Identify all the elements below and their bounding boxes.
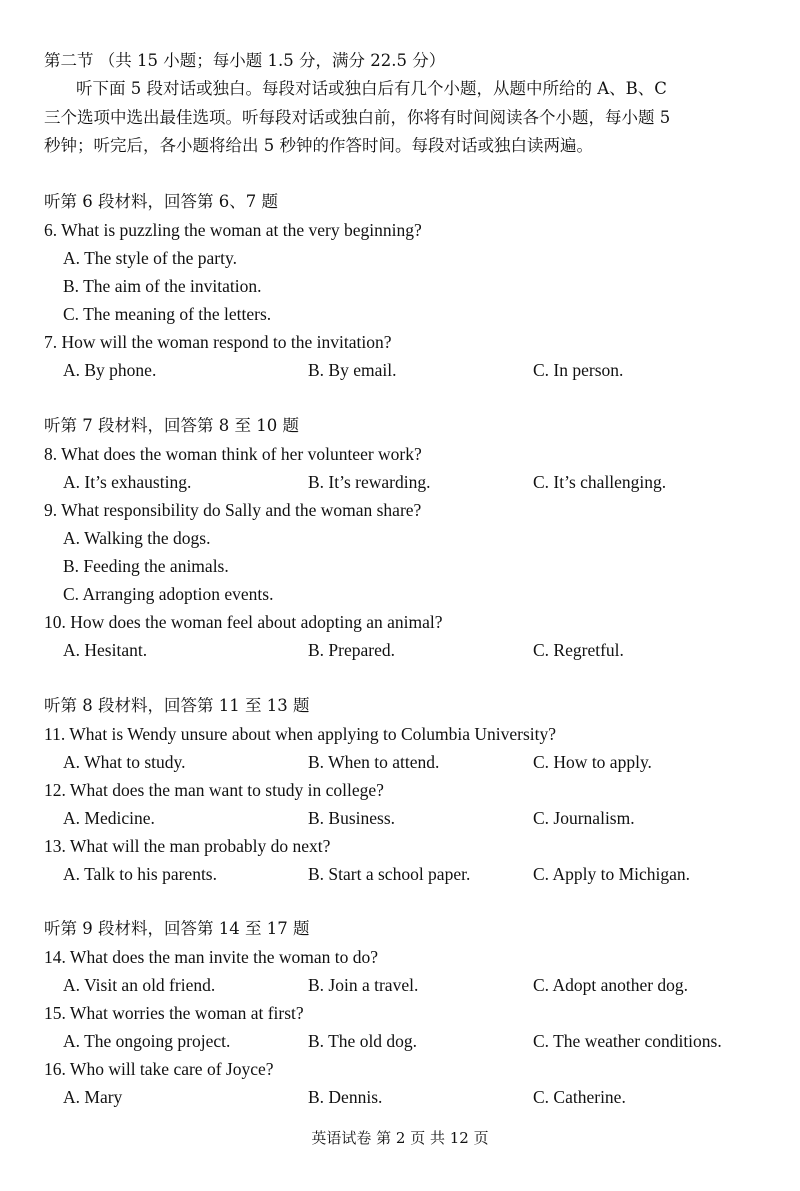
option-8a: A. It’s exhausting. — [63, 472, 192, 492]
page-footer: 英语试卷 第 2 页 共 12 页 — [311, 1129, 489, 1147]
option-15a: A. The ongoing project. — [63, 1031, 231, 1051]
option-15c: C. The weather conditions. — [533, 1031, 722, 1051]
question-15: 15. What worries the woman at first? — [44, 1003, 304, 1023]
option-15b: B. The old dog. — [308, 1031, 418, 1051]
option-14c: C. Adopt another dog. — [533, 975, 689, 995]
option-8b: B. It’s rewarding. — [308, 472, 431, 492]
option-10b: B. Prepared. — [308, 640, 395, 660]
option-11a: A. What to study. — [63, 752, 186, 772]
option-11c: C. How to apply. — [533, 752, 652, 772]
group-heading: 听第 7 段材料，回答第 8 至 10 题 — [44, 416, 299, 435]
option-14b: B. Join a travel. — [308, 975, 419, 995]
option-7c: C. In person. — [533, 360, 624, 380]
section-title: 第二节 （共 15 小题；每小题 1.5 分，满分 22.5 分） — [44, 51, 446, 70]
instruction-line: 秒钟；听完后，各小题将给出 5 秒钟的作答时间。每段对话或独白读两遍。 — [44, 136, 593, 155]
option-9c: C. Arranging adoption events. — [63, 584, 274, 604]
option-13a: A. Talk to his parents. — [63, 864, 217, 884]
option-6c: C. The meaning of the letters. — [63, 304, 272, 324]
question-14: 14. What does the man invite the woman to do? — [44, 947, 379, 967]
question-7: 7. How will the woman respond to the invitation? — [44, 332, 392, 352]
instruction-line: 三个选项中选出最佳选项。听每段对话或独白前，你将有时间阅读各个小题，每小题 5 — [44, 108, 671, 127]
option-16c: C. Catherine. — [533, 1087, 626, 1107]
option-10a: A. Hesitant. — [63, 640, 148, 660]
option-7b: B. By email. — [308, 360, 397, 380]
option-9b: B. Feeding the animals. — [63, 556, 229, 576]
group-heading: 听第 9 段材料，回答第 14 至 17 题 — [44, 919, 310, 938]
option-14a: A. Visit an old friend. — [63, 975, 216, 995]
option-12a: A. Medicine. — [63, 808, 155, 828]
option-10c: C. Regretful. — [533, 640, 624, 660]
option-9a: A. Walking the dogs. — [63, 528, 211, 548]
group-heading: 听第 8 段材料，回答第 11 至 13 题 — [44, 696, 310, 715]
question-16: 16. Who will take care of Joyce? — [44, 1059, 274, 1079]
option-16a: A. Mary — [63, 1087, 123, 1107]
option-12b: B. Business. — [308, 808, 396, 828]
question-10: 10. How does the woman feel about adopting an animal? — [44, 612, 443, 632]
question-6: 6. What is puzzling the woman at the very beginning? — [44, 220, 422, 240]
question-8: 8. What does the woman think of her volunteer work? — [44, 444, 422, 464]
question-9: 9. What responsibility do Sally and the woman share? — [44, 500, 422, 520]
instruction-line: 听下面 5 段对话或独白。每段对话或独白后有几个小题，从题中所给的 A、B、C — [76, 79, 667, 98]
group-heading: 听第 6 段材料，回答第 6、7 题 — [44, 192, 278, 211]
option-12c: C. Journalism. — [533, 808, 635, 828]
option-8c: C. It’s challenging. — [533, 472, 667, 492]
question-11: 11. What is Wendy unsure about when applying to Columbia University? — [44, 724, 557, 744]
option-6b: B. The aim of the invitation. — [63, 276, 262, 296]
question-12: 12. What does the man want to study in college? — [44, 780, 384, 800]
option-13c: C. Apply to Michigan. — [533, 864, 691, 884]
option-11b: B. When to attend. — [308, 752, 440, 772]
option-16b: B. Dennis. — [308, 1087, 383, 1107]
question-13: 13. What will the man probably do next? — [44, 836, 331, 856]
option-7a: A. By phone. — [63, 360, 157, 380]
option-13b: B. Start a school paper. — [308, 864, 471, 884]
option-6a: A. The style of the party. — [63, 248, 237, 268]
